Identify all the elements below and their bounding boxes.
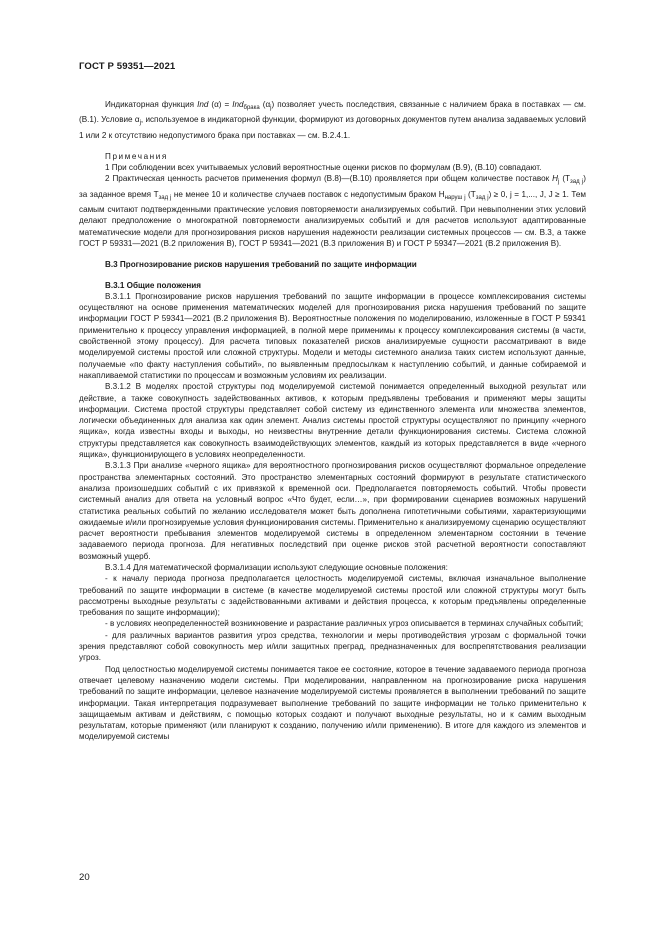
paragraph-b311: В.3.1.1 Прогнозирование рисков нарушения требований по защите информации в процессе комплексирования системы осуществляют на основе применения математических моделей для прогнозирования риска нарушения требований по защите информации ГОСТ Р 59341—2021 (В.2 приложения В). Вероятностные положения по моделированию, изложенные в ГОСТ Р 59341 применительно к процессу управления информацией, в полной мере применимы к процессу комплексирования системы (в части, свойственной этому процессу). Для расчета типовых показателей рисков анализируемые сущности рассматривают в виде моделируемой системы простой или сложной структуры. Модели и методы системного анализа таких систем используют данные, получаемые «по факту наступления событий», по выявленным предпосылкам к наступлению событий, и данные собираемой и накапливаемой статистики по процессам и возможным условиям их реализации. bbox=[79, 291, 586, 380]
text-span: Ind bbox=[232, 100, 244, 109]
paragraph-integrity: Под целостностью моделируемой системы понимается такое ее состояние, которое в течение задаваемого периода прогноза отвечает целевому назначению модели системы. При моделировании, направленном на прогнозирование риска нарушения требований по защите информации, целевое назначение моделируемой системы проявляется в выполнении требований по защите информации. Такая интерпретация подразумевает выполнение требований по защите информации не только применительно к защищаемым активам и действиям, с помощью которых создают и получают выходные результаты, но и к самим выходным результатам, которые применяют (или планируют к созданию, получению и/или применению). В итоге для каждого из элементов и моделируемой системы bbox=[79, 664, 586, 742]
text-span: j bbox=[270, 105, 272, 111]
page-number: 20 bbox=[79, 872, 90, 883]
text-span: H bbox=[552, 174, 559, 184]
list-item: - к началу периода прогноза предполагается целостность моделируемой системы, включая изначальное выполнение требований по защите информации в системе (в качестве моделируемой системы простой или сложной структуры могут быть рассмотрены выходные результаты с задействованными активами и действия процесса, к которым предъявлены определенные требования по защите информации); bbox=[79, 574, 586, 618]
text-span: зад j bbox=[570, 179, 584, 186]
text-span: ) позволяет учесть последствия, связанные с наличием брака в поставках — см. (В.1). Условие α bbox=[79, 100, 586, 125]
text-span: j bbox=[139, 120, 141, 127]
paragraph-b314: В.3.1.4 Для математической формализации используют следующие основные положения: bbox=[105, 562, 448, 572]
list-item: - в условиях неопределенностей возникновение и разрастание различных угроз описывается в терминах случайных событий; bbox=[105, 619, 584, 629]
text-span: Индикаторная функция bbox=[105, 100, 198, 109]
document-body bbox=[79, 99, 586, 743]
text-span: зад j bbox=[158, 194, 172, 201]
note-2 bbox=[79, 173, 586, 249]
note-1: 1 При соблюдении всех учитываемых условий вероятностные оценки рисков по формулам (В.9), (В.10) совпадают. bbox=[105, 163, 542, 173]
text-span: Ind bbox=[197, 100, 209, 109]
text-span: зад j bbox=[475, 194, 489, 201]
list-item: - для различных вариантов развития угроз средства, технологии и меры противодействия угрозам с формальной точки зрения представляют собой совокупность мер и/или защитных преград, предназначенных для воспрепятствования реализации угроз. bbox=[79, 630, 586, 663]
paragraph-b312: В.3.1.2 В моделях простой структуры под моделируемой системой понимается определенный выходной результат или действие, а также совокупность задействованных активов, к которым предъявлены требования и применяют меры защиты информации. Система простой структуры представляет собой систему из единственного элемента или множества элементов, логически объединенных для анализа как один элемент. Анализ системы простой структуры осуществляют по принципу «черного ящика», когда известны входы и выходы, но неизвестны внутренние детали функционирования системы. Система сложной структуры представляется как совокупность взаимодействующих элементов, каждый из которых представляется в виде «черного ящика», функционирующего в условиях неопределенности. bbox=[79, 382, 586, 460]
document-header: ГОСТ Р 59351—2021 bbox=[79, 61, 176, 72]
text-span: 2 Практическая ценность расчетов применения формул (В.8)—(В.10) проявляется при общем количестве поставок bbox=[105, 174, 553, 184]
text-span: j bbox=[558, 179, 560, 186]
notes-title: Примечания bbox=[105, 151, 168, 161]
text-span: (T bbox=[465, 189, 476, 199]
section-heading-b3: В.3 Прогнозирование рисков нарушения требований по защите информации bbox=[105, 260, 417, 270]
text-span: ) за заданное время T bbox=[79, 174, 586, 199]
text-span: ) ≥ 0, j = 1,..., J, J ≥ 1. Тем самым считают подтвержденными практические условия повторяемости анализируемых событий. При невыполнении этих условий делают предположение о многократной повторяемости анализируемых событий и для расчетов используют адаптированные математические модели для прогнозирования рисков нарушения надежности реализации системных процессов — см. В.3, а также ГОСТ Р 59331—2021 (В.2 приложения В), ГОСТ Р 59341—2021 (В.3 приложения В) и ГОСТ Р 59347—2021 (В.2 приложения В). bbox=[79, 189, 586, 248]
paragraph-b313: В.3.1.3 При анализе «черного ящика» для вероятностного прогнозирования рисков осуществляют формальное определение пространства элементарных состояний. Это пространство элементарных состояний формируют в результате статистического анализа произошедших событий с их привязкой к временной оси. Предполагается повторяемость событий. Чтобы провести системный анализ для ответа на условный вопрос «Что будет, если…», при формировании сценариев возможных нарушений статистика реальных событий по желанию исследователя может быть дополнена гипотетичными событиями, характеризующими ожидаемые и/или прогнозируемые условия функционирования системы. Применительно к анализируемому сценарию осуществляют расчет вероятности пребывания элементов моделируемой системы в определенном элементарном состоянии в течение задаваемого периода прогноза. Для негативных последствий при оценке рисков этой расчетной вероятности сопоставляют возможный ущерб. bbox=[79, 461, 586, 561]
text-span: не менее 10 и количестве случаев поставок с недопустимым браком H bbox=[171, 189, 445, 199]
section-heading-b31: В.3.1 Общие положения bbox=[105, 280, 202, 290]
text-span: (T bbox=[559, 174, 570, 184]
text-span: (α bbox=[259, 100, 271, 109]
text-span: (α) = bbox=[208, 100, 233, 109]
text-span: брака bbox=[243, 105, 260, 111]
text-span: наруш j bbox=[444, 194, 466, 201]
text-span: , используемое в индикаторной функции, формируют из договорных документов путем анализа задаваемых условий 1 или 2 к отсутствию недопустимого брака при поставках — см. В.2.4.1. bbox=[79, 115, 586, 140]
paragraph-indicator-function bbox=[79, 99, 586, 141]
